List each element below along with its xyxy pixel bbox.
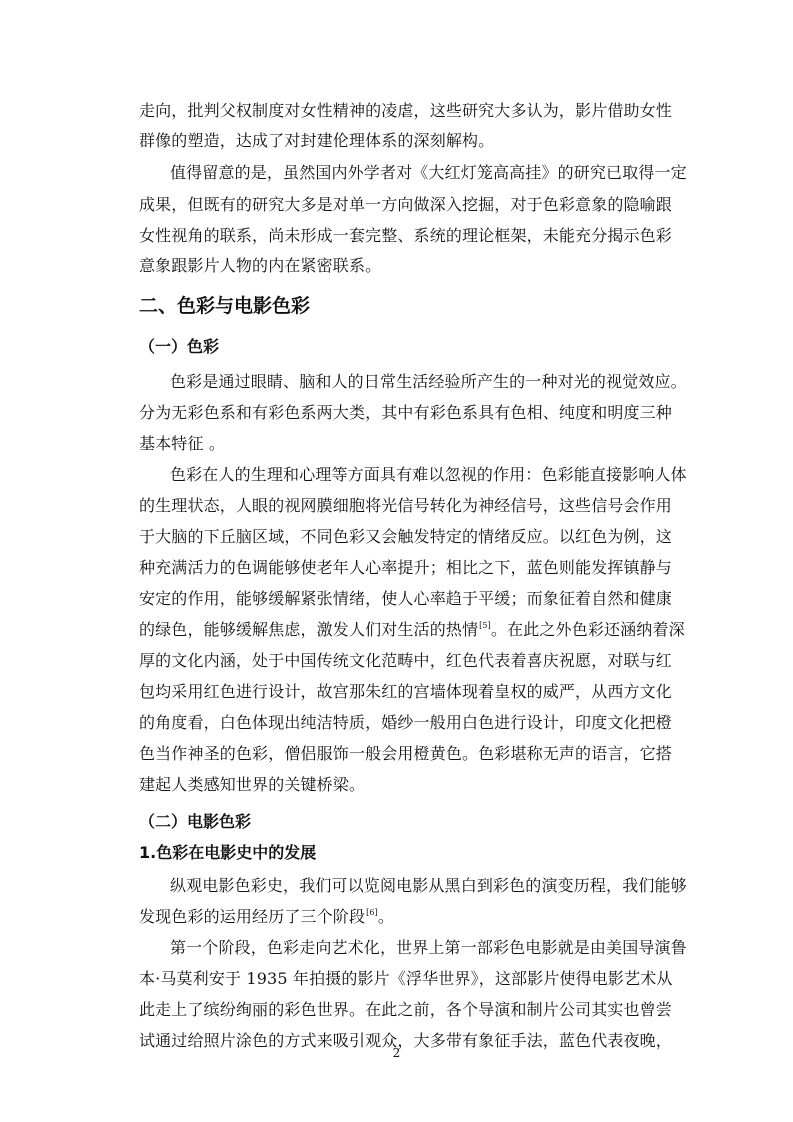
paragraph-5-line-2 — [139, 907, 394, 927]
paragraph-1-line-2: 群像的塑造，达成了对封建伦理体系的深刻解构。 — [139, 131, 495, 150]
paragraph-2-line-1: 值得留意的是，虽然国内外学者对《大红灯笼高高挂》的研究已取得一定 — [170, 163, 687, 182]
paragraph-5-line-2-tail: 。 — [377, 907, 395, 926]
paragraph-2-line-4: 意象跟影片人物的内在紧密联系。 — [139, 256, 382, 275]
paragraph-6-line-4: 试通过给照片涂色的方式来吸引观众，大多带有象征手法，蓝色代表夜晚， — [139, 1031, 672, 1050]
paragraph-3-line-2: 分为无彩色系和有彩色系两大类，其中有彩色系具有色相、纯度和明度三种 — [139, 403, 672, 422]
paragraph-3-line-3: 基本特征 。 — [139, 434, 225, 453]
paragraph-4-line-3: 于大脑的下丘脑区域，不同色彩又会触发特定的情绪反应。以红色为例，这 — [139, 527, 672, 546]
paragraph-4-line-6-tail: 。在此之外色彩还涵纳着深 — [490, 620, 685, 639]
paragraph-4-line-4: 种充满活力的色调能够使老年人心率提升；相比之下，蓝色则能发挥镇静与 — [139, 558, 672, 577]
section-heading: 二、色彩与电影色彩 — [139, 295, 311, 317]
paragraph-4-line-7: 厚的文化内涵，处于中国传统文化范畴中，红色代表着喜庆祝愿，对联与红 — [139, 651, 672, 670]
citation-ref-6: [6] — [366, 908, 378, 917]
citation-ref-5: [5] — [479, 621, 491, 630]
subsection-heading-color: （一）色彩 — [139, 337, 220, 356]
paragraph-4-line-1: 色彩在人的生理和心理等方面具有难以忽视的作用：色彩能直接影响人体 — [170, 465, 687, 484]
paragraph-6-line-3: 此走上了缤纷绚丽的彩色世界。在此之前，各个导演和制片公司其实也曾尝 — [139, 1000, 672, 1019]
subsection-heading-film-color: （二）电影色彩 — [139, 812, 252, 831]
paragraph-1-line-1: 走向，批判父权制度对女性精神的凌虐，这些研究大多认为，影片借助女性 — [139, 101, 672, 120]
paragraph-4-line-6-text: 的绿色，能够缓解焦虑，激发人们对生活的热情 — [139, 620, 479, 639]
paragraph-2-line-2: 成果，但既有的研究大多是对单一方向做深入挖掘，对于色彩意象的隐喻跟 — [139, 195, 672, 214]
paragraph-6-line-1: 第一个阶段，色彩走向艺术化，世界上第一部彩色电影就是由美国导演鲁 — [170, 938, 687, 957]
page-number: 2 — [392, 1046, 401, 1060]
paragraph-2-line-3: 女性视角的联系，尚未形成一套完整、系统的理论框架，未能充分揭示色彩 — [139, 226, 672, 245]
paragraph-4-line-5: 安定的作用，能够缓解紧张情绪，使人心率趋于平缓；而象征着自然和健康 — [139, 589, 672, 608]
paragraph-4-line-8: 包均采用红色进行设计，故宫那朱红的宫墙体现着皇权的威严，从西方文化 — [139, 682, 672, 701]
paragraph-5-line-2-text: 发现色彩的运用经历了三个阶段 — [139, 907, 366, 926]
subsubsection-heading: 1.色彩在电影史中的发展 — [139, 843, 317, 862]
paragraph-4-line-11: 建起人类感知世界的关键桥梁。 — [139, 775, 366, 794]
paragraph-5-line-1: 纵观电影色彩史，我们可以览阅电影从黑白到彩色的演变历程，我们能够 — [170, 876, 687, 895]
paragraph-3-line-1: 色彩是通过眼睛、脑和人的日常生活经验所产生的一种对光的视觉效应。 — [170, 372, 687, 391]
paragraph-4-line-2: 的生理状态，人眼的视网膜细胞将光信号转化为神经信号，这些信号会作用 — [139, 496, 672, 515]
paragraph-4-line-10: 色当作神圣的色彩，僧侣服饰一般会用橙黄色。色彩堪称无声的语言，它搭 — [139, 744, 672, 763]
paragraph-6-line-2: 本·马莫利安于 1935 年拍摄的影片《浮华世界》，这部影片使得电影艺术从 — [139, 969, 673, 988]
paragraph-4-line-6 — [139, 620, 685, 640]
paragraph-4-line-9: 的角度看，白色体现出纯洁特质，婚纱一般用白色进行设计，印度文化把橙 — [139, 713, 672, 732]
